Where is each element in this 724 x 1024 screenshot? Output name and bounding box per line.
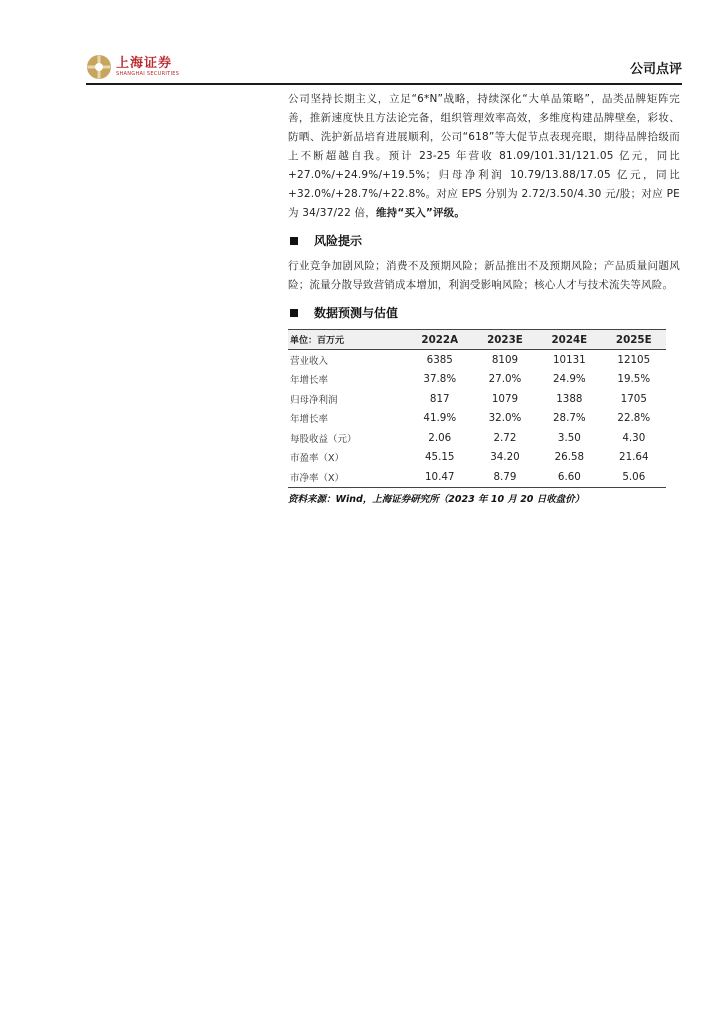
- table-cell: 21.64: [619, 451, 649, 464]
- square-bullet-icon: [290, 309, 298, 317]
- table-header-cell: 2025E: [602, 330, 666, 350]
- table-cell: 28.7%: [553, 412, 586, 425]
- header-divider: [86, 83, 682, 85]
- table-cell: 26.58: [554, 451, 585, 464]
- table-cell: 市盈率（X）: [290, 453, 345, 465]
- table-cell: 营业收入: [290, 355, 329, 367]
- table-cell: 24.9%: [553, 373, 586, 386]
- table-header-row: [288, 330, 666, 350]
- investment-summary: [288, 90, 680, 223]
- risk-section-title: 风险提示: [314, 234, 363, 248]
- table-cell: 817: [429, 392, 450, 405]
- table-cell: 8109: [491, 353, 519, 366]
- table-cell: 3.50: [557, 431, 581, 444]
- table-cell: 12105: [617, 353, 651, 366]
- forecast-section-title: 数据预测与估值: [314, 306, 399, 320]
- report-body: [288, 90, 680, 505]
- table-header-cell: 2022A: [407, 330, 473, 350]
- table-cell: 市净率（X）: [288, 467, 407, 487]
- forecast-table: [288, 329, 666, 488]
- brand-name-en: SHANGHAI SECURITIES: [116, 70, 180, 77]
- table-cell: 年增长率: [290, 414, 329, 426]
- table-cell: 19.5%: [617, 373, 651, 386]
- table-header-cell: 2024E: [537, 330, 601, 350]
- document-type-label: 公司点评: [629, 62, 682, 77]
- table-cell: 27.0%: [488, 373, 522, 386]
- table-row: [288, 428, 666, 448]
- table-cell: 37.8%: [423, 373, 457, 386]
- forecast-section-heading: [288, 304, 680, 321]
- table-cell: 8.79: [473, 467, 537, 487]
- table-cell: 每股收益（元）: [290, 433, 357, 445]
- brand-logo-icon: [86, 54, 112, 80]
- square-bullet-icon: [290, 237, 298, 245]
- table-cell: 6385: [426, 353, 453, 366]
- table-cell: 32.0%: [488, 412, 522, 425]
- table-cell: 2.06: [428, 431, 452, 444]
- table-cell: 4.30: [622, 431, 646, 444]
- table-row: [288, 370, 666, 390]
- table-row: [288, 448, 666, 468]
- table-row: [288, 350, 666, 370]
- table-cell: 5.06: [602, 467, 666, 487]
- table-cell: 2.72: [493, 431, 517, 444]
- rating-statement: 维持“买入”评级。: [375, 207, 466, 219]
- risk-text: 行业竞争加剧风险；消费不及预期风险；新品推出不及预期风险；产品质量问题风险；流量分散导致营销成本增加，利润受影响风险；核心人才与技术流失等风险。: [288, 260, 680, 291]
- table-cell: 10.47: [407, 467, 473, 487]
- table-header-cell: 单位：百万元: [288, 330, 407, 350]
- table-row: [288, 467, 666, 487]
- table-cell: 41.9%: [423, 412, 457, 425]
- table-source-note: 资料来源：Wind，上海证券研究所（2023 年 10 月 20 日收盘价）: [288, 493, 585, 505]
- table-cell: 22.8%: [617, 412, 651, 425]
- table-cell: 10131: [552, 353, 586, 366]
- brand-logo: [86, 54, 179, 80]
- table-cell: 6.60: [537, 467, 601, 487]
- table-cell: 归母净利润: [290, 394, 338, 406]
- table-row: [288, 409, 666, 429]
- table-cell: 年增长率: [290, 375, 329, 387]
- investment-summary-text: 公司坚持长期主义，立足“6*N”战略，持续深化“大单品策略”，品类品牌矩阵完善，推新速度快且方法论完备，组织管理效率高效，多维度构建品牌壁垒，彩妆、防晒、洗护新品培育进展顺利，公司“618”等大促节点表现亮眼，期待品牌拾级而上不断超越自我。预计 23-25 年营收 81.09/101.31/121.05 亿元，同比+27.0%/+24.9%/+19.5%；归母净利润 10.79/13.88/17.05 亿元，同比+32.0%/+28.7%/+22.8%。对应 EPS 分别为 2.72/3.50/4.30 元/股；对应 PE 为 34/37/22 倍，: [288, 93, 680, 219]
- table-row: [288, 389, 666, 409]
- table-header-cell: 2023E: [473, 330, 537, 350]
- table-cell: 1705: [620, 392, 647, 405]
- table-cell: 1079: [491, 392, 519, 405]
- table-cell: 34.20: [490, 451, 520, 464]
- brand-name-cn: 上海证券: [116, 55, 173, 71]
- risk-section-heading: [288, 232, 680, 249]
- table-cell: 45.15: [425, 451, 455, 464]
- table-cell: 1388: [556, 392, 583, 405]
